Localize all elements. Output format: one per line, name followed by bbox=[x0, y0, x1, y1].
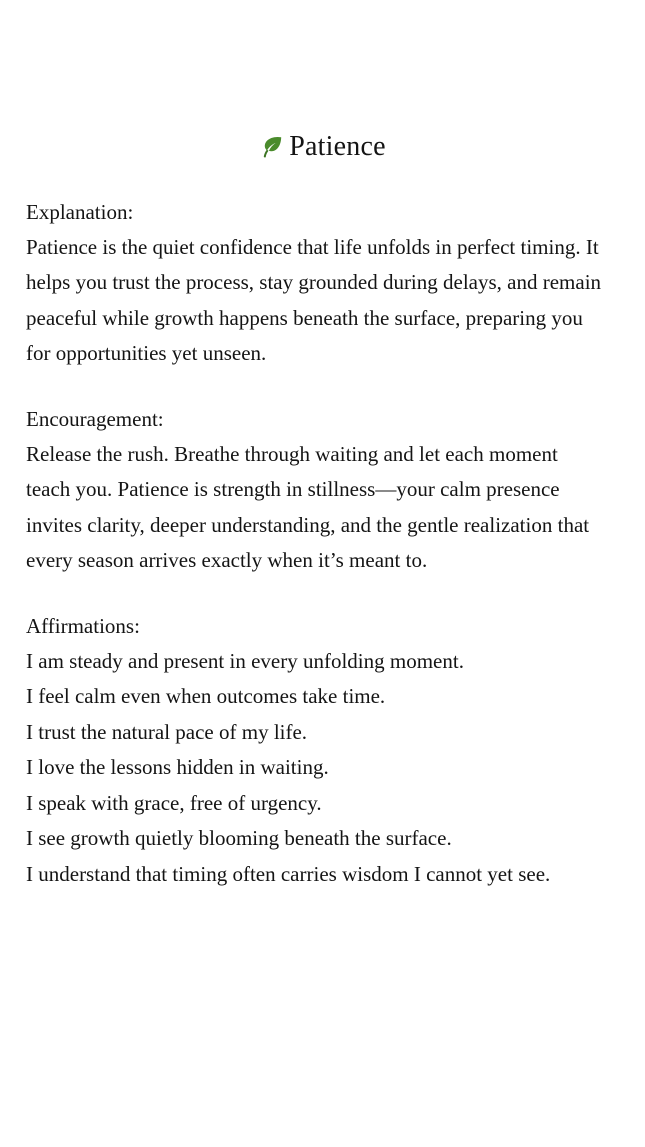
document-header bbox=[26, 0, 619, 171]
page-title: Patience bbox=[289, 131, 386, 162]
list-item: I am steady and present in every unfolding moment. bbox=[26, 648, 464, 673]
list-item: I understand that timing often carries wisdom I cannot yet see. bbox=[26, 861, 551, 886]
list-item: I love the lessons hidden in waiting. bbox=[26, 755, 329, 780]
section-body-explanation: Patience is the quiet confidence that life unfolds in perfect timing. It helps you trust the process, stay grounded during delays, and remain peaceful while growth happens beneath the surface, preparing you for opportunities yet unseen. bbox=[26, 234, 602, 366]
leaf-icon bbox=[259, 134, 285, 160]
list-item: I feel calm even when outcomes take time. bbox=[26, 684, 386, 709]
section-explanation bbox=[26, 195, 619, 372]
section-label-explanation: Explanation: bbox=[26, 199, 134, 224]
list-item: I see growth quietly blooming beneath the surface. bbox=[26, 826, 452, 851]
section-encouragement bbox=[26, 402, 619, 579]
affirmations-list bbox=[26, 644, 619, 893]
section-body-encouragement: Release the rush. Breathe through waiting and let each moment teach you. Patience is strength in stillness—your calm presence invites clarity, deeper understanding, and the gentle realization that every season arrives exactly when it’s meant to. bbox=[26, 441, 590, 573]
section-label-affirmations: Affirmations: bbox=[26, 613, 140, 638]
list-item: I speak with grace, free of urgency. bbox=[26, 790, 322, 815]
list-item: I trust the natural pace of my life. bbox=[26, 719, 308, 744]
section-affirmations bbox=[26, 609, 619, 893]
section-label-encouragement: Encouragement: bbox=[26, 406, 164, 431]
